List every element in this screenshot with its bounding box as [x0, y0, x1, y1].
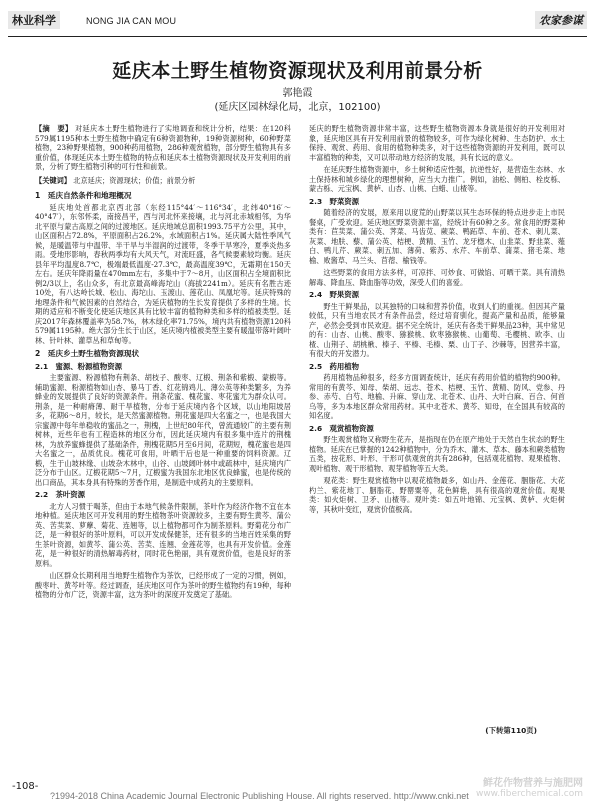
page-number: -108- — [12, 781, 39, 792]
article-affiliation: (延庆区园林绿化局，北京，102100) — [214, 102, 381, 113]
journal-header — [8, 6, 587, 37]
section-2-6-title: 2.6 观赏植物资源 — [309, 423, 374, 433]
watermark-line-2: www.fiberchemical.com — [475, 788, 583, 799]
section-2-1-paragraph: 主要蜜源、粉源植物有荆条、胡枝子、酸枣、辽椴、荆条和紫椴、蒙椴等。辅助蜜源、粉源植物如山杏、暴马丁香、红花锦鸡儿、薄公英等种类繁多，为养蜂业的发展提供了良好的资源条件。荆条花蜜、槐花蜜、枣花蜜尤为群众认可。荆条，是一种耐瘠薄、耐干旱植物，分布于延庆境内各个区域，以山地阳坡居多，花期6～8月，较长，是天然蜜源植物。荆花蜜是四大名蜜之一，也是我国大宗蜜源中每年单稳收的蜜品之一，荆槐，上世纪80年代，曾流通较广的主要有荆树林，近些年也有工程造林的地区分布，因此延庆境内有很多集中连片的荆槐林，为放养蜜蜂提供了基础条件，荆槐花期5月至6月间，花期短，槐花蜜也是四大名蜜之一，品质优良。槐花可食用，叶晒干后也是一种重要的饲料资源。辽椴，生于山坡林缘、山坡杂木林中，山谷、山坡阔叶林中或疏林中，延庆境内广泛分布于山区。辽椴花期5～7月，辽椴蜜为我国东北地区优良蜂蜜，也是传统的出口商品，其本身具有特殊的芳香作用，是制造中成药丸的主要原料。 — [35, 373, 291, 487]
section-2-3-paragraph-2: 这些野菜的食用方法多样，可凉拌、可炒食、可做馅、可晒干菜。具有清热解毒、降血压、降血脂等功效，深受人们的喜爱。 — [309, 268, 565, 287]
abstract-label: 【摘 要】 — [35, 124, 73, 133]
left-column — [35, 124, 291, 762]
section-2-3-title: 2.3 野菜资源 — [309, 196, 360, 206]
section-2-6-paragraph-2: 观花类：野生观赏植物中以观花植物最多，如山丹、金莲花、胭脂花、大花杓兰、紫花地丁、胭脂花、野罂粟等，花色鲜艳，具有很高的观赏价值。观果类：如火炬树、卫矛、山楂等。观叶类：如五叶地锦、元宝枫、黄栌、火炬树等，其秋叶变红，观赏价值极高。 — [309, 476, 565, 514]
right-paragraph-1: 延庆的野生植物资源非常丰富，这些野生植物资源本身就是很好的开发利用对象，延庆地区具有开发利用前景的植物较多，可作为绿化树种、生态防护、水土保持、观赏、药用、食用的植物种类多，对于这些植物资源的开发利用，既可以丰富植物的种类，又可以带动地方经济的发展，具有长远的意义。 — [309, 124, 565, 162]
journal-left-tag: 林业科学 — [8, 11, 60, 29]
keywords-label: 【关键词】 — [35, 175, 71, 185]
right-paragraph-2: 在延庆野生植物资源中，乡土树种适应性强，抗逆性好，是营造生态林、水土保持林和城乡绿化的理想树种，应当大力推广。例如，油松、侧柏、栓皮栎、蒙古栎、元宝枫、黄栌、山杏、山桃、白蜡、山楂等。 — [309, 165, 565, 193]
article-author: 郭艳霞 — [282, 88, 313, 99]
journal-name-en: NONG JIA CAN MOU — [86, 16, 177, 26]
abstract-text: 对延庆本土野生植物进行了实地调查和统计分析，结果：在120科579属1195种本土野生植物中确定有6种资源物种，19种资源树种，60种野菜植物，23种野果植物，900种药用植物，286种观赏植物，部分野生植物具有多重价值，体现延庆本土野生植物的特点和延庆本土植物资源现状及开发利用的前景，分析了野生植物引种的可行性和前景。 — [35, 124, 291, 171]
section-2-4-title: 2.4 野果资源 — [309, 290, 360, 299]
section-2-1-title: 2.1 蜜源、粉源植物资源 — [35, 361, 122, 371]
abstract — [35, 124, 291, 172]
section-1-title: 1 延庆自然条件和地理概况 — [35, 191, 132, 200]
watermark-line-1: 鲜花作物营养与施肥网 — [483, 777, 583, 789]
watermark — [433, 772, 583, 800]
continued-on-page: (下转第110页) — [485, 726, 537, 735]
section-2-6-paragraph-1: 野生观赏植物又称野生花卉，是指现在仍在原产地处于天然自生状态的野生植物。延庆在已掌握的1242种植物中，分为乔木、灌木、草本、藤本和蕨类植物五类，按花形、叶形、干形可供观赏的共有286种，包括观花植物、观果植物、观叶植物、观干形植物、观芽植物等五大类。 — [309, 435, 565, 473]
section-2-2-title: 2.2 茶叶资源 — [35, 490, 86, 499]
section-2-4-paragraph: 野生干鲜果品，以其独特的口味和营养价值，收到人们的重视。但因其产量较低，只有当地农民才有条件品尝，经过培育驯化，提高产量和品质，能够量产，必然会受到市民欢迎。据不完全统计，延庆有各类干鲜果品23种，其中常见的有：山杏、山桃、酸枣、猕猴桃、软枣猕猴桃、山葡萄、毛樱桃、欧李、山楂、山荆子、胡桃楸、榛子、平榛、毛榛、栗、山丁子、沙棘等，因营养丰富，有很大的开发潜力。 — [309, 301, 565, 358]
section-2-2-paragraph-2: 山区群众长期利用当地野生植物作为茶饮，已经形成了一定的习惯，例如，酸枣叶、黄芩叶等。经过调查，延庆地区可作为茶叶的野生植物约有19种，每种植物的分布广泛，资源丰富，这为茶叶的深度开发奠定了基础。 — [35, 571, 291, 599]
right-column — [309, 124, 565, 762]
journal-right-tag: 农家参谋 — [535, 11, 587, 29]
section-2-5-title: 2.5 药用植物 — [309, 361, 360, 371]
section-2-2-paragraph-1: 北方人习惯于喝茶，但由于本地气候条件限制，茶叶作为经济作物不宜在本地种植。延庆地区可开发利用的野生植物茶叶资源较多，主要有野生黄芩、蒲公英、苦荬菜、萝藦、菊花、连翘等，以上植物都可作为制茶原料。野菊花分布广泛，是一种很好的茶叶原料，可以开发成保健茶，还有很多的当地百姓采集的野生茶叶资源，如黄芩、蒲公英、苦荬、连翘、金莲花等，也具有开发价值。金莲花，是一种很好的清热解毒药材，同时花色艳丽，具有观赏价值，也是良好的茶原料。 — [35, 501, 291, 568]
copyright-line: ?1994-2018 China Academic Journal Electronic Publishing House. All rights reserved. http://www.cnki.net — [50, 791, 469, 801]
section-2-5-paragraph: 药用植物品种很多，经多方面调查统计，延庆有药用价值的植物约900种。常用的有黄芩、知母、柴胡、远志、苍术、桔梗、玉竹、黄精、防风、党参、丹参、赤芍、白芍、地榆、升麻、穿山龙、北苍术、山丹、大叶白麻、百合、何首乌等，多为本地区群众常用药材。其中北苍术、黄芩、知母，在全国具有较高的知名度。 — [309, 373, 565, 420]
section-1-paragraph: 延庆地处首都北京西北部（东经115°44′～116°34′，北纬40°16′～40°47′），东邻怀柔，南接昌平，西与河北怀来接壤，北与河北赤城相邻，为华北平原与蒙古高原之间的过渡地区。延庆地域总面积1993.75平方公里，其中，山区面积占72.8%，平原面积占26.2%，水域面积占1%。延庆属大陆性季风气候，是暖温带与中温带、半干旱与半湿润的过渡带，冬季干旱寒冷，夏季炎热多雨。受地形影响，春秋两季均有大风天气，对流旺盛，各气候要素较均衡。延庆县年平均温度8.7℃，极端最低温度-27.3℃，最高温度39℃，无霜期在150天左右。延庆年降雨量在470mm左右，多集中于7～8月，山区面积占全境面积比例2/3以上，名山众多，有北京最高峰海坨山（海拔2241m）。延庆有名胜古迹10处，有八达岭长城、松山、海坨山、玉渡山、莲花山、凤凰坨等。延庆特殊的地理条件和气候因素的自然结合，为延庆植物的生长发育提供了多样的生境。长期的适应和不断变化使延庆地区具有比较丰富的植物种类和多样的植被类型。延庆2017年森林覆盖率为58.7%，林木绿化率71.75%，境内共有植物资源120科579属1195种。绝大部分生长于山区，延庆境内植被类型主要有暖温带落叶阔叶林、针叶林、灌草丛和草甸等。 — [35, 202, 291, 345]
keywords-text: 北京延庆；资源现状；价值；前景分析 — [73, 175, 196, 185]
section-2-3-paragraph-1: 随着经济的发展，原来用以度荒的山野菜以其生态环保的特点进步走上市民餐桌，广受欢迎。延庆地区野菜资源丰富，经统计有60种之多。常食用的野菜种类有：苣荬菜、蒲公英、荠菜、马齿苋、蕨菜、鸭跖草、车前、苍术、刺儿菜、灰菜、地肤、藜、蒲公英、桔梗、黄精、玉竹、龙牙楤木、山韭菜、野韭菜、薤白、鸭儿芹、蕨菜、刺五加、薄荷、紫苏、水芹、车前草、蒲菜、猪毛菜、地榆、败酱草、马兰头、苜蓿、榆钱等。 — [309, 208, 565, 265]
section-2-title: 2 延庆乡土野生植物资源现状 — [35, 349, 140, 358]
keywords — [35, 176, 291, 186]
article-title: 延庆本土野生植物资源现状及利用前景分析 — [112, 60, 483, 82]
